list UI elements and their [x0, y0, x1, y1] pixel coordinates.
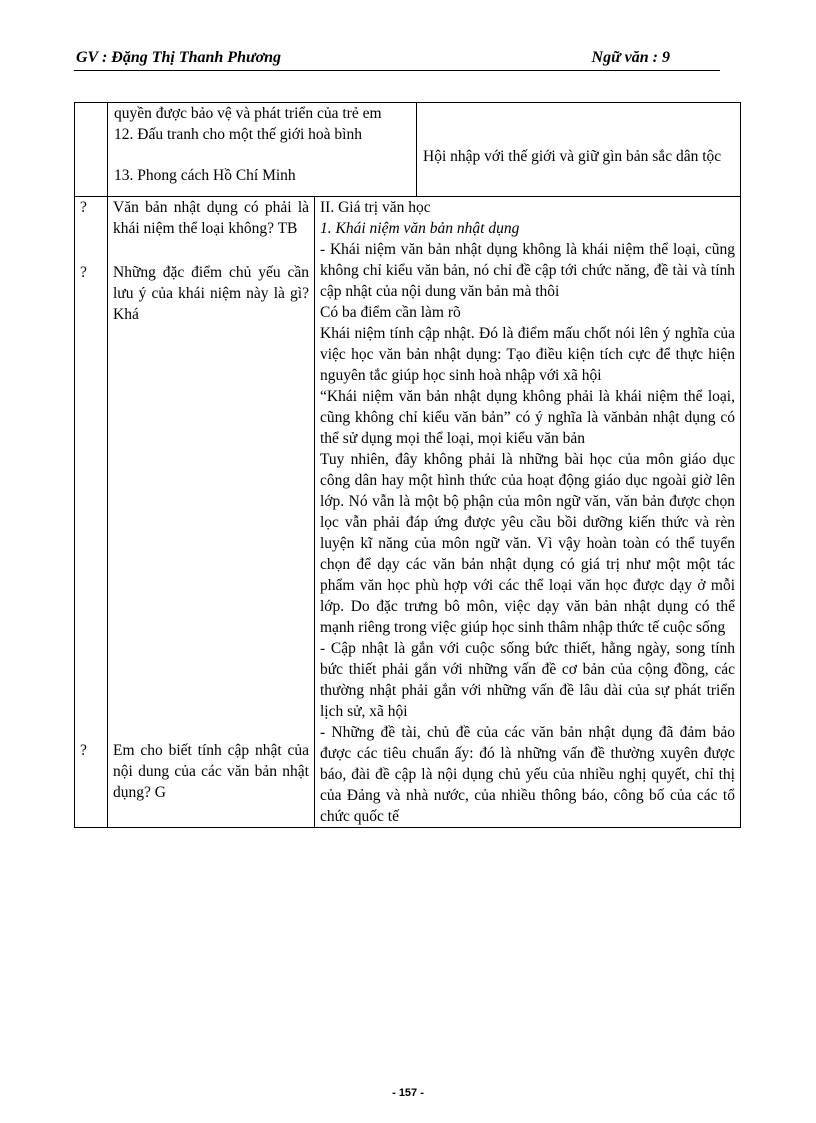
continued-cell: [108, 103, 741, 197]
section-heading: II. Giá trị văn học: [320, 199, 431, 216]
theme-cell: [417, 103, 741, 196]
page-number: - 157 -: [392, 1087, 424, 1099]
question-text: Những đặc điểm chủ yếu cần lưu ý của khái niệm này là gì? Khá: [108, 241, 315, 329]
answer-paragraph: Có ba điểm cần làm rõ: [320, 304, 461, 321]
question-mark: ?: [75, 241, 108, 329]
answer-cell: [315, 197, 741, 828]
list-item: 12. Đấu tranh cho một thế giới hoà bình: [114, 126, 362, 143]
list-item: quyền được bảo vệ và phát triển của trẻ em: [114, 105, 382, 122]
answer-paragraph: - Những đề tài, chủ đề của các văn bản nhật dụng đã đảm bảo được các tiêu chuẩn ấy: đó là những vấn đề thường xuyên được báo, đài đề cập là nội dụng chủ yếu của nhiều nghị quyết, chỉ thị của Đảng và nhà nước, của nhiều thông báo, công bố của các tổ chức quốc tế: [320, 724, 735, 825]
answer-paragraph: “Khái niệm văn bản nhật dụng không phải là khái niệm thể loại, cũng không chỉ kiểu văn bản” có ý nghĩa là vănbản nhật dụng có thể sử dụng mọi thể loại, mọi kiểu văn bản: [320, 388, 735, 447]
question-text: Em cho biết tính cập nhật của nội dung của các văn bản nhật dụng? G: [108, 329, 315, 827]
text-list-cell: [108, 103, 417, 196]
answer-paragraph: - Cập nhật là gắn với cuộc sống bức thiết, hằng ngày, song tính bức thiết phải gắn với những vấn đề cơ bản của cộng đồng, các thường nhật phải gắn với những vấn đề lâu dài của sự phát triển lịch sử, xã hội: [320, 640, 735, 720]
answer-paragraph: Tuy nhiên, đây không phải là những bài học của môn giáo dục công dân hay một hình thức của hoạt động giáo dục ngoài giờ lên lớp. Nó vẫn là một bộ phận của môn ngữ văn, văn bản được chọn lọc vẫn phải đáp ứng được yêu cầu bồi dưỡng kiến thức và rèn luyện kĩ năng của môn ngữ văn. Vì vậy hoàn toàn có thể tuyển chọn để dạy các văn bản nhật dụng có giá trị như một một tác phẩm văn học phù hợp với các thể loại văn học được dạy ở mỗi lớp. Do đặc trưng bô môn, việc dạy văn bản nhật dụng có thể mạnh riêng trong việc giúp học sinh thâm nhập thức tế cuộc sống: [320, 451, 735, 636]
question-mark: ?: [75, 329, 108, 827]
empty-cell: [75, 103, 108, 197]
page-header: [74, 48, 720, 71]
section-subheading: 1. Khái niệm văn bản nhật dụng: [320, 220, 520, 237]
theme-text: Hội nhập với thế giới và giữ gìn bản sắc dân tộc: [423, 148, 722, 165]
answer-paragraph: Khái niệm tính cập nhật. Đó là điểm mấu chốt nói lên ý nghĩa của việc học văn bản nhật dụng: Tạo điều kiện tích cực để thực hiện nguyên tắc giúp học sinh hoà nhập với xã hội: [320, 325, 735, 384]
table-row: [75, 197, 741, 242]
teacher-name: GV : Đặng Thị Thanh Phương: [76, 49, 282, 66]
subject-grade: Ngữ văn : 9: [591, 49, 670, 66]
question-text: Văn bản nhật dụng có phải là khái niệm thể loại không? TB: [108, 197, 315, 242]
answer-paragraph: - Khái niệm văn bản nhật dụng không là khái niệm thể loại, cũng không chỉ kiểu văn bản, nó chỉ đề cập tới chức năng, đề tài và tính cập nhật của nội dung văn bản mà thôi: [320, 241, 735, 300]
continued-inner-table: [108, 103, 740, 196]
lesson-table: [74, 102, 741, 828]
table-row: [75, 103, 741, 197]
question-mark: ?: [75, 197, 108, 242]
list-item: 13. Phong cách Hồ Chí Minh: [114, 167, 296, 184]
